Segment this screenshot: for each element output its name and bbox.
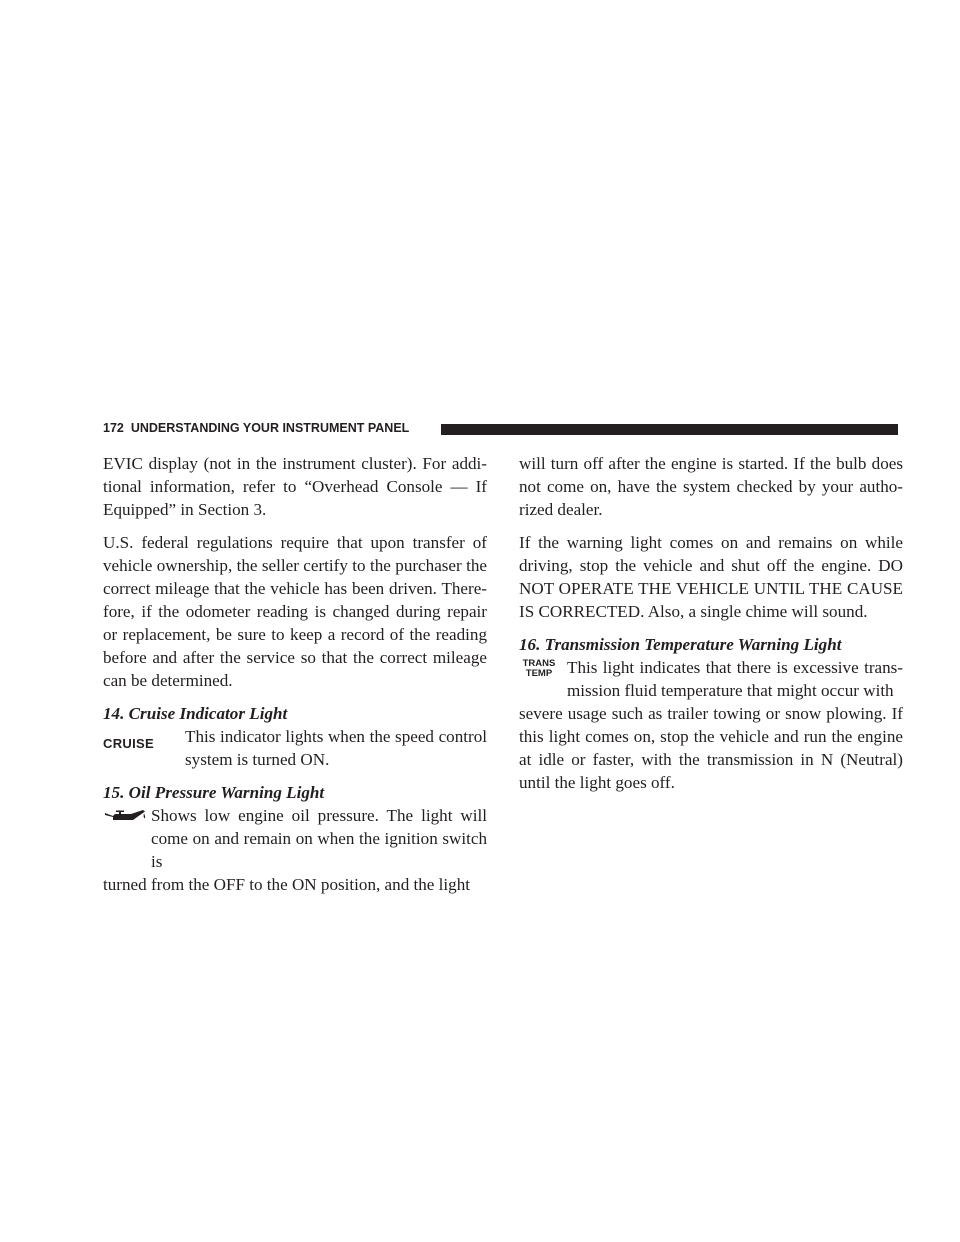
right-column [519,452,903,794]
page-header [103,422,898,436]
trans-icon-line1: TRANS [522,658,556,669]
heading-oil-pressure: 15. Oil Pressure Warning Light [103,783,325,802]
paragraph-bulb-check: will turn off after the engine is started. If the bulb does not come on, have the system checked by your autho-rized dealer. [519,454,903,519]
paragraph-transmission-temperature-b: severe usage such as trailer towing or snow plowing. If this light comes on, stop the vehicle and run the engine at idle or faster, with the transmission in N (Neutral) until the light goes off. [519,704,903,792]
trans-temp-icon [519,659,559,679]
left-column [103,452,487,896]
heading-transmission-temperature: 16. Transmission Temperature Warning Light [519,635,842,654]
header-rule-bar [441,424,898,435]
paragraph-transmission-temperature-a: This light indicates that there is excessive trans-mission fluid temperature that might occur with [567,658,903,700]
paragraph-cruise-indicator: This indicator lights when the speed control system is turned ON. [185,727,487,769]
cruise-icon: CRUISE [103,736,154,751]
paragraph-evic-display: EVIC display (not in the instrument cluster). For addi-tional information, refer to “Overhead Console — If Equipped” in Section 3. [103,454,487,519]
header-text [103,421,409,435]
paragraph-odometer-regulations: U.S. federal regulations require that upon transfer of vehicle ownership, the seller certify to the purchaser the correct mileage that the vehicle has been driven. There-fore, if the odometer reading is changed during repair or replacement, be sure to keep a record of the reading before and after the service so that the correct mileage can be determined. [103,533,487,690]
section-title: UNDERSTANDING YOUR INSTRUMENT PANEL [130,421,410,435]
cruise-indicator-section [103,725,487,771]
oil-pressure-section [103,804,487,896]
paragraph-warning-while-driving: If the warning light comes on and remains on while driving, stop the vehicle and shut off the engine. DO NOT OPERATE THE VEHICLE UNTIL THE CAUSE IS CORRECTED. Also, a single chime will sound. [519,533,903,621]
page-number: 172 [103,421,124,435]
paragraph-oil-pressure-b: turned from the OFF to the ON position, and the light [103,875,471,894]
heading-cruise-indicator: 14. Cruise Indicator Light [103,704,288,723]
paragraph-oil-pressure-a: Shows low engine oil pressure. The light will come on and remain on when the ignition switch is [151,806,487,871]
oil-can-icon [103,808,147,826]
transmission-temperature-section [519,656,903,794]
trans-icon-line2: TEMP [525,668,553,679]
